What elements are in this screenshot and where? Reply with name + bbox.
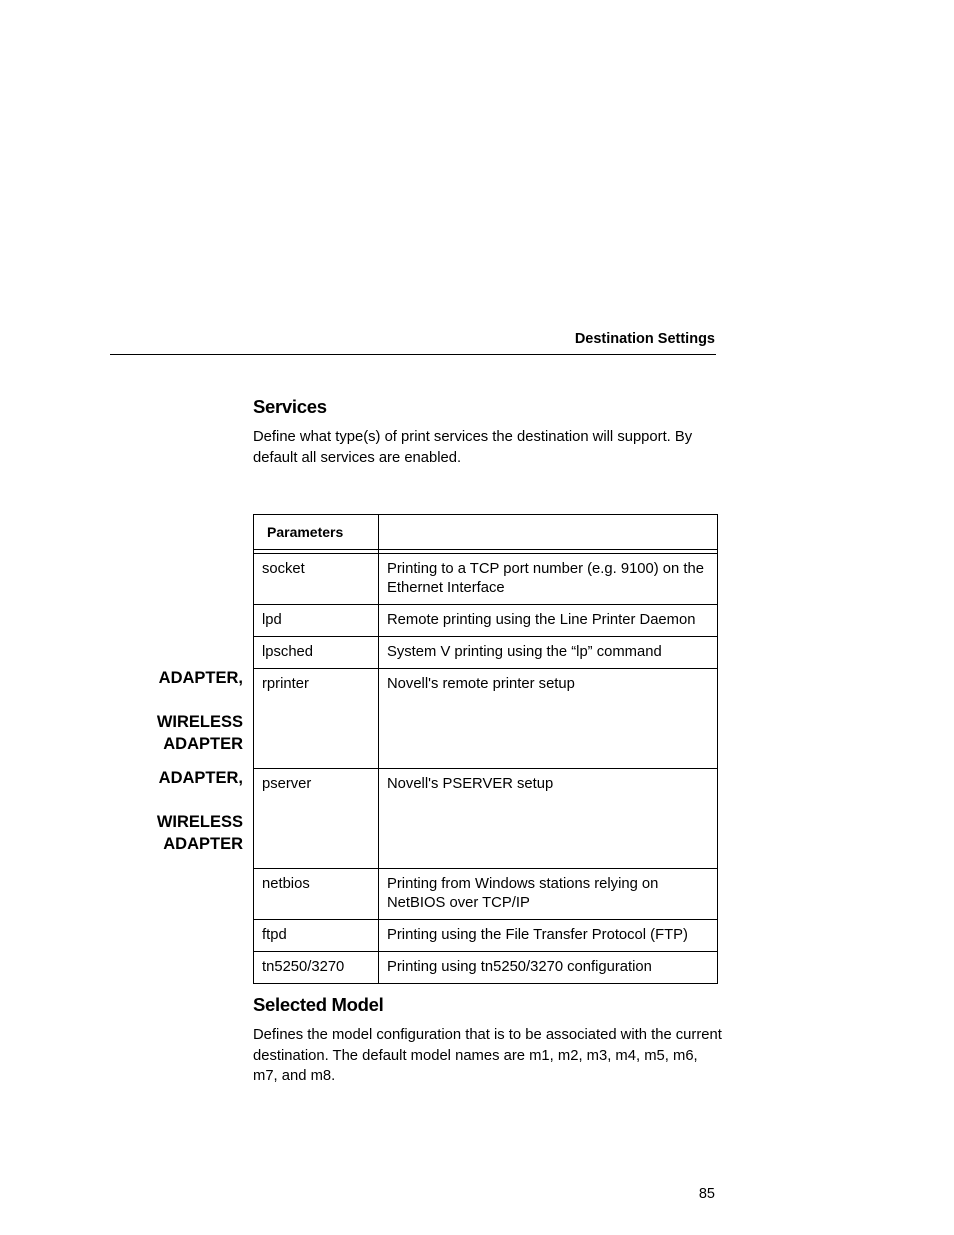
param-cell: rprinter — [254, 669, 379, 769]
description-cell: Printing using tn5250/3270 configuration — [379, 952, 718, 984]
margin-note-line: ADAPTER — [163, 735, 243, 753]
param-cell: socket — [254, 554, 379, 605]
description-cell: Printing using the File Transfer Protocol (FTP) — [379, 920, 718, 952]
selected-model-heading: Selected Model — [253, 994, 384, 1015]
margin-note-line: ADAPTER, — [158, 669, 243, 687]
param-cell: lpsched — [254, 637, 379, 669]
selected-model-description: Defines the model configuration that is to be associated with the current destination. The default model names are m1, m2, m3, m4, m5, m6, m7, and m8. — [253, 1027, 722, 1084]
table-row — [254, 637, 718, 669]
table-header-row — [254, 515, 718, 550]
table-header-description — [379, 515, 718, 550]
margin-note-line: WIRELESS — [156, 813, 243, 831]
table-row — [254, 920, 718, 952]
margin-note-pserver — [157, 767, 243, 855]
header-rule — [110, 354, 716, 355]
table-row — [254, 769, 718, 869]
services-parameters-table — [253, 514, 718, 984]
table-row — [254, 669, 718, 769]
margin-note-line: ADAPTER, — [158, 769, 243, 787]
table-row — [254, 554, 718, 605]
description-cell: System V printing using the “lp” command — [379, 637, 718, 669]
param-cell: netbios — [254, 869, 379, 920]
description-cell: Remote printing using the Line Printer Daemon — [379, 605, 718, 637]
margin-note-gap — [157, 789, 243, 811]
table-header-parameters: Parameters — [254, 515, 379, 550]
margin-note-line: WIRELESS — [156, 713, 243, 731]
description-cell: Novell's remote printer setup — [379, 669, 718, 769]
running-header: Destination Settings — [574, 331, 715, 347]
description-cell: Printing from Windows stations relying on NetBIOS over TCP/IP — [379, 869, 718, 920]
table-row — [254, 869, 718, 920]
page-number: 85 — [698, 1186, 715, 1202]
description-cell: Printing to a TCP port number (e.g. 9100) on the Ethernet Interface — [379, 554, 718, 605]
param-cell: tn5250/3270 — [254, 952, 379, 984]
margin-note-gap — [157, 689, 243, 711]
description-cell: Novell's PSERVER setup — [379, 769, 718, 869]
table-row — [254, 952, 718, 984]
param-cell: lpd — [254, 605, 379, 637]
services-heading: Services — [253, 396, 327, 417]
param-cell: pserver — [254, 769, 379, 869]
table-row — [254, 605, 718, 637]
margin-note-rprinter — [157, 667, 243, 755]
param-cell: ftpd — [254, 920, 379, 952]
margin-note-line: ADAPTER — [163, 835, 243, 853]
services-description: Define what type(s) of print services the destination will support. By default all services are enabled. — [253, 429, 693, 466]
